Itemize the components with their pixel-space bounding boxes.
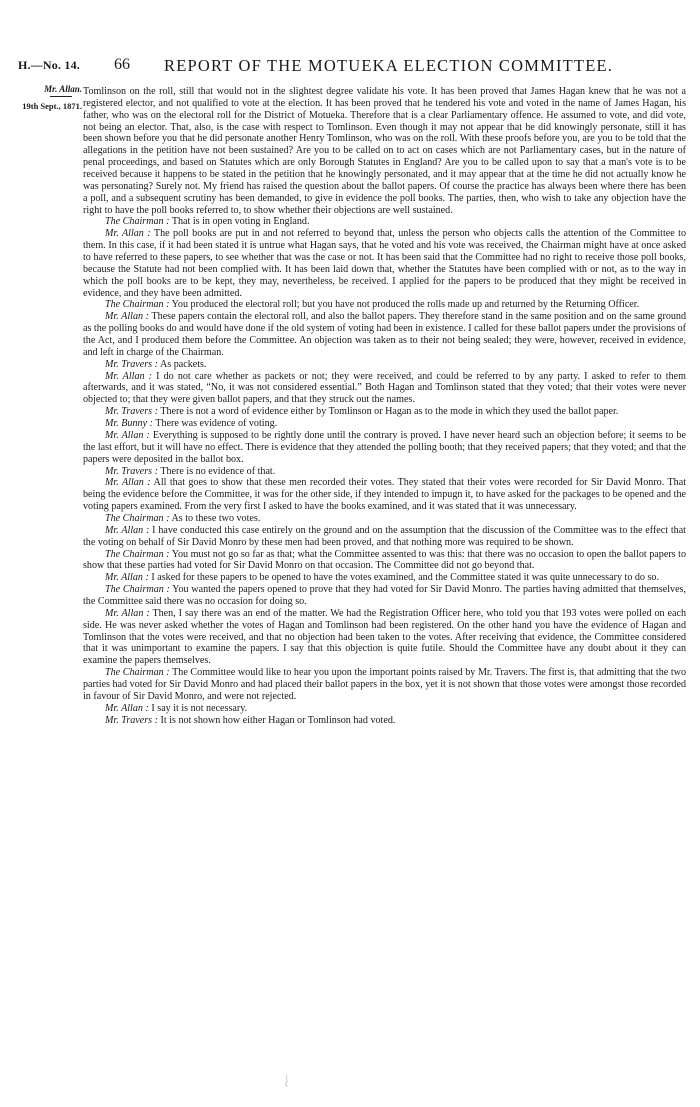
paragraph: [83, 525, 686, 549]
speaker-label: The Chairman :: [105, 512, 170, 524]
page-header: [18, 56, 682, 76]
paragraph-text: It is not shown how either Hagan or Tomlinson had voted.: [160, 714, 396, 726]
speaker-label: Mr. Allan :: [105, 370, 153, 382]
paragraph-text: The Committee would like to hear you upon the important points raised by Mr. Travers. The first is, that admitting that the two parties had voted for Sir David Monro and had placed their ballot papers in the box, yet it is not shown that those votes were amongst those recorded in favour of Sir David Monro, and were not rejected.: [83, 667, 686, 702]
paragraph: [83, 513, 686, 525]
paragraph-text: Then, I say there was an end of the matter. We had the Registration Officer here, who told you that 193 votes were polled on each side. He was never asked whether the votes of Hagan and Tomlinson had been registered. On the other hand you have the evidence of Hagan and Tomlinson that the votes were received, and that no objection had been taken to the votes. After receiving that evidence, the Committee considered that it was unimportant to examine the papers. I say that this objection is quite futile. Should the Committee have any doubt about it they can examine the papers themselves.: [83, 607, 686, 667]
paragraph: [83, 572, 686, 584]
speaker-label: The Chairman :: [105, 667, 170, 679]
speaker-label: Mr. Allan :: [105, 311, 150, 323]
paragraph-text: I asked for these papers to be opened to have the votes examined, and the Committee stated it was quite unnecessary to do so.: [151, 572, 659, 584]
running-title: REPORT OF THE MOTUEKA ELECTION COMMITTEE.: [164, 56, 614, 75]
paragraph: [83, 608, 686, 667]
paragraph-text: There is no evidence of that.: [160, 465, 276, 477]
speaker-label: Mr. Allan :: [105, 702, 149, 714]
speaker-label: Mr. Allan :: [105, 572, 149, 584]
paragraph-text: I do not care whether as packets or not; they were received, and could be referred to by any party. I asked to refer to them afterwards, and it was stated, “No, it was not considered essential.” Both Hagan and Tomlinson stated that they voted; that their votes were never objected to; that they were given ballot papers, and that they struck out the names.: [83, 370, 686, 406]
speaker-label: Mr. Travers :: [105, 406, 158, 418]
paragraph: [83, 216, 686, 228]
paragraph: [83, 584, 686, 608]
paragraph-text: You wanted the papers opened to prove that they had voted for Sir David Monro. The parties having admitted that themselves, the Committee said there was no occasion for doing so.: [83, 584, 687, 607]
paragraph: [83, 703, 686, 715]
paragraph-text: You produced the electoral roll; but you have not produced the rolls made up and returned by the Returning Officer.: [171, 299, 640, 311]
paragraph-text: The poll books are put in and not referred to beyond that, unless the person who objects calls the attention of the Committee to them. In this case, if it had been stated it is untrue what Hagan says, that he voted and his vote was received, the Chairman might have at once asked to have referred to these papers, to see whether that was the case or not. It has been said that the Committee had no right to receive those poll books, because the Statute had not been complied with. It has been laid down that, whether the Statutes have been complied with or not, as to the way in which the poll books are to be kept, they may, nevertheless, be received. I applied for the papers to be produced that they might be received in evidence, and they have been admitted.: [83, 228, 687, 299]
paragraph: [83, 371, 686, 407]
page-number: 66: [114, 56, 130, 73]
paragraph-text: These papers contain the electoral roll, and also the ballot papers. They therefore stand in the same position and on the same ground as the polling books do and would have done if the old system of voting had been in existence. I called for these ballot papers under the provisions of the Act, and I produced them before the Committee. An objection was taken as to their not being sealed; they were, however, received in evidence, and left in charge of the Chairman.: [83, 311, 687, 358]
paragraph: [83, 430, 686, 466]
paragraph-text: That is in open voting in England.: [171, 216, 310, 228]
speaker-label: Mr. Allan :: [105, 477, 151, 489]
paragraph-text: I say it is not necessary.: [151, 702, 248, 714]
speaker-label: The Chairman :: [105, 299, 170, 311]
speaker-label: Mr. Allan :: [105, 524, 150, 536]
speaker-label: Mr. Bunny :: [105, 418, 153, 430]
paragraph: [83, 359, 686, 371]
speaker-label: The Chairman :: [105, 584, 170, 596]
paragraph-text: As to these two votes.: [171, 512, 261, 524]
margin-rule: [50, 96, 72, 97]
margin-note: [18, 83, 82, 112]
paragraph-text: You must not go so far as that; what the Committee assented to was this: that there was no occasion to open the ballot papers to show that these parties had voted for Sir David Monro on that occasion. The Committee did not go beyond that.: [83, 548, 686, 572]
speaker-label: The Chairman :: [105, 216, 170, 228]
speaker-label: Mr. Travers :: [105, 714, 158, 726]
speaker-label: Mr. Allan :: [105, 607, 150, 619]
report-body: [83, 86, 686, 726]
paragraph: [83, 418, 686, 430]
paragraph-text: Tomlinson on the roll, still that would not in the slightest degree validate his vote. It has been proved that James Hagan knew that he was not a registered elector, and not qualified to vote at the election. It has been proved that he tendered his vote and voted in the name of James Hagan, his father, who was on the electoral roll for the District of Motueka. Therefore that is a clear Parliamentary offence. He assumed to vote, and did vote, not being an elector. That, also, is the case with respect to Tomlinson. Even though it may not appear that he did knowingly personate, still it has been shown before you that he did personate another Henry Tomlinson, who was on the roll. With these proofs before you, are you to be told that the allegations in the petition have not been sustained? Are you to be called on to act on cases which are not Parliamentary cases, but in the nature of penal proceedings, and based on Statutes which are only Borough Statutes in England? Are you to be called upon to say that a man's vote is to be received because it happens to be stated in the petition that he knowingly personated, and it may appear that at the time he did not actually know he was personating? Surely not. My friend has raised the question about the ballot papers. Of course the practice has always been where there has been a poll, and a subsequent scrutiny has been demanded, to give in evidence the poll books. The parties, then, who wish to take any objection have the right to have the poll books referred to, to show whether their objections are well sustained.: [83, 86, 686, 216]
speaker-label: The Chairman :: [105, 548, 170, 560]
paragraph-text: All that goes to show that these men recorded their votes. They stated that their votes were recorded for Sir David Monro. That being the evidence before the Committee, it was for the other side, if they intended to impugn it, to have asked for the packages to be opened and the voting papers examined. From the very first I asked to have the books examined, and it was stated that it was unnecessary.: [83, 477, 686, 513]
margin-speaker-name: Mr. Allan.: [44, 84, 82, 94]
paragraph-text: There was evidence of voting.: [155, 418, 278, 430]
paragraph: [83, 715, 686, 727]
speaker-label: Mr. Travers :: [105, 465, 158, 477]
paragraph: [83, 549, 686, 573]
paragraph: [83, 311, 686, 358]
speaker-label: Mr. Allan :: [105, 429, 150, 441]
paragraph: [83, 667, 686, 703]
speaker-label: Mr. Travers :: [105, 358, 158, 370]
margin-date: 19th Sept., 1871.: [22, 101, 82, 111]
paragraph: [83, 466, 686, 478]
speaker-label: Mr. Allan :: [105, 228, 151, 240]
paragraph: [83, 86, 686, 216]
paragraph: [83, 477, 686, 513]
paragraph: [83, 406, 686, 418]
stray-pen-mark: [283, 1074, 291, 1088]
paragraph: [83, 299, 686, 311]
paragraph-text: There is not a word of evidence either by Tomlinson or Hagan as to the mode in which they used the ballot paper.: [160, 406, 619, 418]
paragraph: [83, 228, 686, 299]
paragraph-text: I have conducted this case entirely on the ground and on the assumption that the discussion of the Committee was to the effect that the voting on behalf of Sir David Monro by these men had been proved, and that nothing more was required to be shown.: [83, 524, 686, 548]
paragraph-text: Everything is supposed to be rightly done until the contrary is proved. I have never heard such an objection before; it seems to be the last effort, but it will have no effect. There is evidence that they attended the polling booth; that they received papers; that they voted; and that the papers were deposited in the ballot box.: [83, 429, 686, 465]
paragraph-text: As packets.: [159, 358, 207, 370]
document-reference: H.—No. 14.: [18, 58, 80, 72]
